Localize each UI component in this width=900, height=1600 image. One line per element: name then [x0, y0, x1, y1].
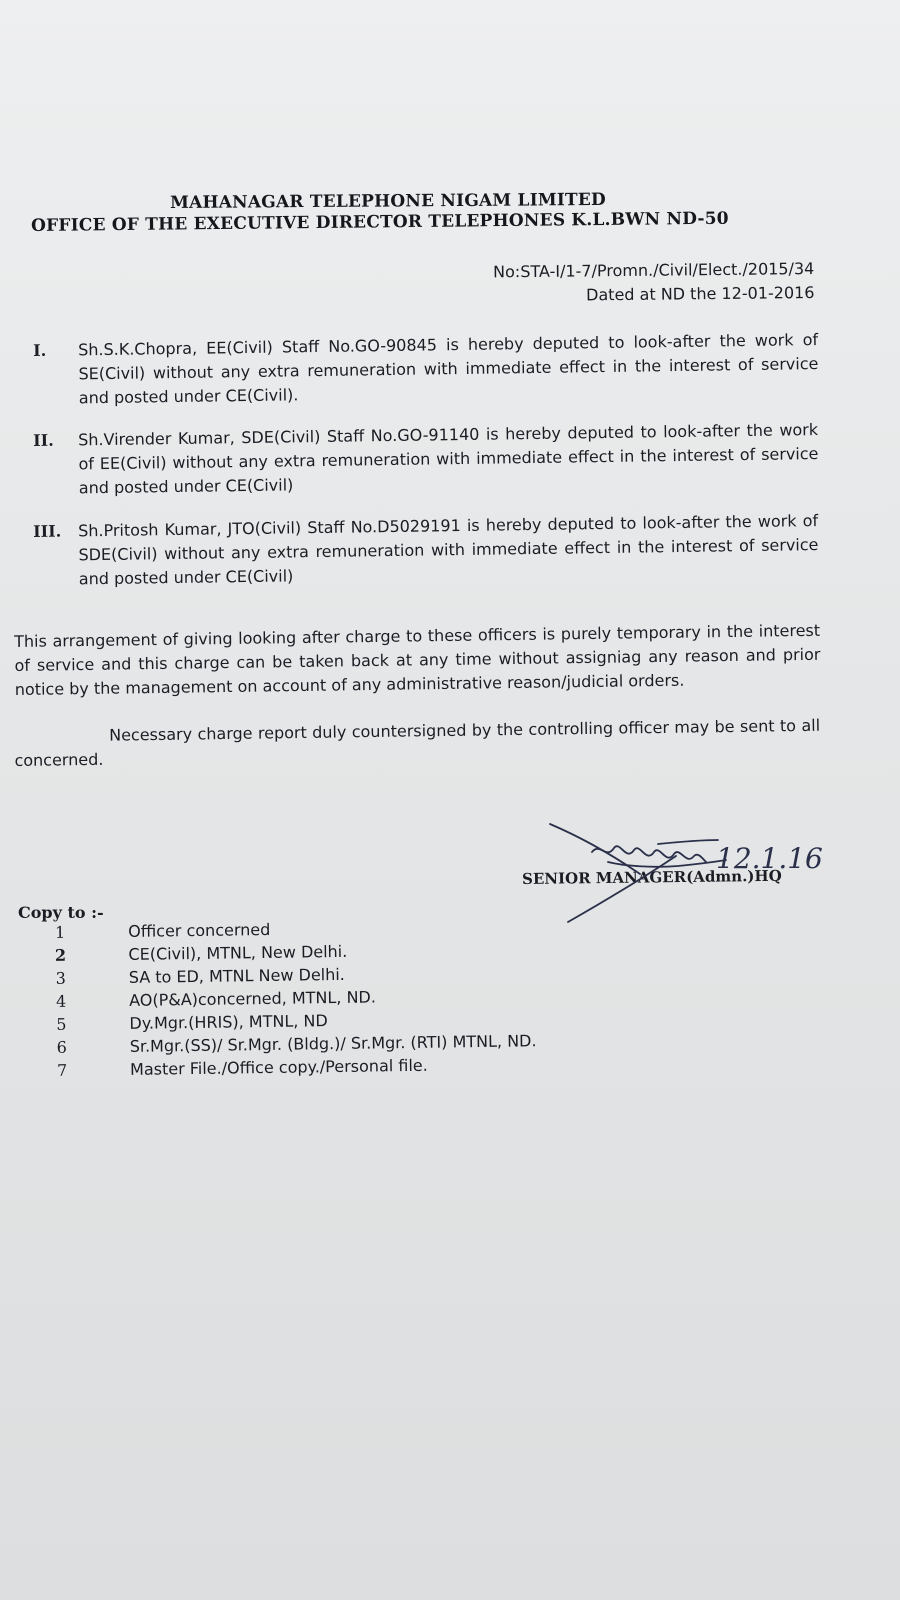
item-text: Sh.Virender Kumar, SDE(Civil) Staff No.GO-91140 is hereby deputed to look-after the work of EE(Civil) without any extra remuneration with immediate effect in the interest of service and posted under CE(Civil) [78, 420, 819, 498]
item-numeral: III. [33, 521, 62, 541]
copy-to-list [50, 911, 752, 1082]
entry-recipient: Master File./Office copy./Personal file. [129, 1055, 428, 1079]
order-item [33, 509, 834, 592]
arrangement-paragraph: This arrangement of giving looking after charge to these officers is purely temporary in the interest of service and this charge can be taken back at any time without assigniag any reason and prior notice by the management on account of any administrative reason/judicial orders. [14, 620, 821, 699]
entry-number: 2 [54, 945, 67, 965]
charge-report-paragraph: Necessary charge report duly countersigned by the controlling officer may be sent to all concerned. [14, 715, 821, 770]
office-name: OFFICE OF THE EXECUTIVE DIRECTOR TELEPHONES K.L.BWN ND-50 [31, 208, 729, 236]
entry-recipient: Officer concerned [128, 919, 271, 941]
entry-recipient: CE(Civil), MTNL, New Delhi. [128, 941, 348, 964]
entry-number: 5 [56, 1014, 67, 1034]
entry-recipient: AO(P&A)concerned, MTNL, ND. [128, 987, 377, 1010]
order-item [33, 418, 834, 501]
item-text: Sh.S.K.Chopra, EE(Civil) Staff No.GO-90845 is hereby deputed to look-after the work of SE(Civil) without any extra remuneration with immediate effect in the interest of service and posted under CE(Civil). [78, 330, 819, 408]
organization-name: MAHANAGAR TELEPHONE NIGAM LIMITED [170, 189, 607, 213]
entry-recipient: Dy.Mgr.(HRIS), MTNL, ND [129, 1011, 328, 1033]
order-date: Dated at ND the 12-01-2016 [585, 283, 815, 305]
entry-number: 1 [54, 922, 66, 942]
copy-to-heading: Copy to :- [18, 903, 104, 922]
reference-number: No:STA-I/1-7/Promn./Civil/Elect./2015/34 [492, 259, 815, 282]
entry-number: 3 [55, 968, 67, 988]
entry-number: 6 [56, 1037, 67, 1057]
entry-recipient: SA to ED, MTNL New Delhi. [128, 964, 345, 987]
entry-number: 7 [56, 1060, 68, 1080]
signature-date: 12.1.16 [716, 842, 823, 875]
item-text: Sh.Pritosh Kumar, JTO(Civil) Staff No.D5029191 is hereby deputed to look-after the work of SDE(Civil) without any extra remuneration with immediate effect in the interest of service and posted under CE(Civil) [78, 511, 819, 589]
item-numeral: I. [33, 340, 47, 360]
entry-number: 4 [55, 991, 67, 1011]
order-item [33, 328, 834, 411]
signatory-designation: SENIOR MANAGER(Admn.)HQ [522, 866, 782, 888]
item-numeral: II. [33, 430, 54, 450]
entry-recipient: Sr.Mgr.(SS)/ Sr.Mgr. (Bldg.)/ Sr.Mgr. (RTI) MTNL, ND. [129, 1031, 537, 1056]
